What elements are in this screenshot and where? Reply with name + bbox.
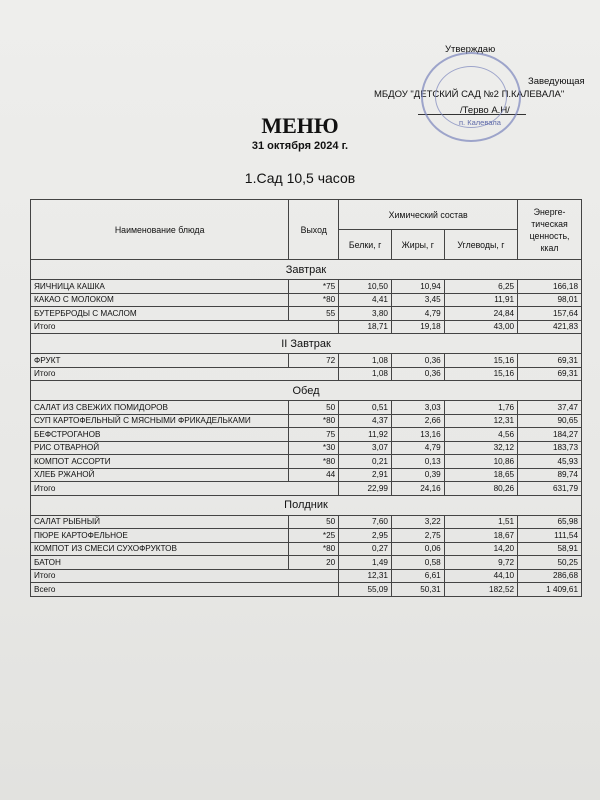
dish-kcal: 45,93 (518, 455, 582, 469)
dish-kcal: 157,64 (518, 307, 582, 321)
dish-output: *75 (289, 280, 339, 294)
dish-carbs: 14,20 (444, 542, 517, 556)
dish-protein: 3,80 (339, 307, 392, 321)
table-row (31, 529, 582, 543)
total-kcal: 631,79 (518, 482, 582, 496)
col-energy-header: Энерге- тическая ценность, ккал (518, 200, 582, 260)
col-carbs-header: Углеводы, г (444, 230, 517, 260)
dish-carbs: 15,16 (444, 354, 517, 368)
dish-carbs: 12,31 (444, 414, 517, 428)
col-name-header: Наименование блюда (31, 200, 289, 260)
table-row (31, 414, 582, 428)
dish-kcal: 89,74 (518, 468, 582, 482)
total-carbs: 15,16 (444, 367, 517, 381)
total-protein: 18,71 (339, 320, 392, 334)
table-row (31, 307, 582, 321)
approve-label: Утверждаю (445, 44, 496, 55)
total-row (31, 482, 582, 496)
dish-output: *80 (289, 293, 339, 307)
stamp-text: п. Калевала (459, 118, 501, 127)
dish-output: *30 (289, 441, 339, 455)
grand-total-protein: 55,09 (339, 583, 392, 597)
total-protein: 12,31 (339, 569, 392, 583)
dish-kcal: 50,25 (518, 556, 582, 570)
dish-output: 55 (289, 307, 339, 321)
dish-protein: 3,07 (339, 441, 392, 455)
dish-carbs: 4,56 (444, 428, 517, 442)
grand-total-label: Всего (31, 583, 339, 597)
table-row (31, 468, 582, 482)
table-row (31, 401, 582, 415)
grand-total-row (31, 583, 582, 597)
organization-name: МБДОУ "ДЕТСКИЙ САД №2 П.КАЛЕВАЛА" (374, 89, 565, 100)
table-row (31, 428, 582, 442)
dish-name: БАТОН (31, 556, 289, 570)
table-row (31, 542, 582, 556)
total-carbs: 43,00 (444, 320, 517, 334)
total-fat: 0,36 (391, 367, 444, 381)
dish-name: БЕФСТРОГАНОВ (31, 428, 289, 442)
dish-output: 44 (289, 468, 339, 482)
section-row (31, 260, 582, 280)
dish-fat: 10,94 (391, 280, 444, 294)
dish-name: САЛАТ РЫБНЫЙ (31, 515, 289, 529)
dish-output: 75 (289, 428, 339, 442)
table-row (31, 455, 582, 469)
dish-kcal: 37,47 (518, 401, 582, 415)
dish-carbs: 18,65 (444, 468, 517, 482)
total-label: Итого (31, 482, 339, 496)
total-carbs: 44,10 (444, 569, 517, 583)
table-row (31, 441, 582, 455)
dish-protein: 1,08 (339, 354, 392, 368)
dish-protein: 4,37 (339, 414, 392, 428)
dish-fat: 2,75 (391, 529, 444, 543)
grand-total-kcal: 1 409,61 (518, 583, 582, 597)
head-position: Заведующая (528, 76, 585, 87)
section-title: Полдник (31, 495, 582, 515)
menu-date: 31 октября 2024 г. (251, 140, 349, 152)
dish-kcal: 111,54 (518, 529, 582, 543)
dish-output: *80 (289, 414, 339, 428)
dish-name: КОМПОТ ИЗ СМЕСИ СУХОФРУКТОВ (31, 542, 289, 556)
dish-fat: 4,79 (391, 307, 444, 321)
dish-kcal: 166,18 (518, 280, 582, 294)
dish-kcal: 184,27 (518, 428, 582, 442)
dish-fat: 4,79 (391, 441, 444, 455)
menu-table (30, 199, 582, 597)
dish-carbs: 11,91 (444, 293, 517, 307)
dish-name: КОМПОТ АССОРТИ (31, 455, 289, 469)
table-row (31, 354, 582, 368)
total-label: Итого (31, 320, 339, 334)
dish-kcal: 65,98 (518, 515, 582, 529)
dish-name: ПЮРЕ КАРТОФЕЛЬНОЕ (31, 529, 289, 543)
dish-fat: 0,39 (391, 468, 444, 482)
dish-name: РИС ОТВАРНОЙ (31, 441, 289, 455)
dish-name: ХЛЕБ РЖАНОЙ (31, 468, 289, 482)
total-label: Итого (31, 367, 339, 381)
section-row (31, 381, 582, 401)
table-row (31, 293, 582, 307)
dish-protein: 2,91 (339, 468, 392, 482)
grand-total-fat: 50,31 (391, 583, 444, 597)
dish-carbs: 24,84 (444, 307, 517, 321)
col-fat-header: Жиры, г (391, 230, 444, 260)
table-row (31, 280, 582, 294)
dish-protein: 11,92 (339, 428, 392, 442)
dish-carbs: 6,25 (444, 280, 517, 294)
dish-fat: 0,13 (391, 455, 444, 469)
dish-name: СУП КАРТОФЕЛЬНЫЙ С МЯСНЫМИ ФРИКАДЕЛЬКАМИ (31, 414, 289, 428)
section-title: II Завтрак (31, 334, 582, 354)
section-title: Обед (31, 381, 582, 401)
dish-fat: 0,36 (391, 354, 444, 368)
dish-name: САЛАТ ИЗ СВЕЖИХ ПОМИДОРОВ (31, 401, 289, 415)
dish-fat: 0,58 (391, 556, 444, 570)
dish-protein: 0,27 (339, 542, 392, 556)
dish-name: ЯИЧНИЦА КАШКА (31, 280, 289, 294)
dish-name: ФРУКТ (31, 354, 289, 368)
dish-carbs: 32,12 (444, 441, 517, 455)
dish-output: *80 (289, 542, 339, 556)
total-carbs: 80,26 (444, 482, 517, 496)
total-protein: 22,99 (339, 482, 392, 496)
total-fat: 6,61 (391, 569, 444, 583)
dish-fat: 3,03 (391, 401, 444, 415)
dish-fat: 13,16 (391, 428, 444, 442)
total-protein: 1,08 (339, 367, 392, 381)
total-fat: 19,18 (391, 320, 444, 334)
dish-protein: 10,50 (339, 280, 392, 294)
dish-output: 50 (289, 515, 339, 529)
col-output-header: Выход (289, 200, 339, 260)
dish-output: 50 (289, 401, 339, 415)
signature-name: /Терво А.Н/ (460, 105, 510, 116)
dish-kcal: 69,31 (518, 354, 582, 368)
grand-total-carbs: 182,52 (444, 583, 517, 597)
dish-fat: 3,45 (391, 293, 444, 307)
dish-protein: 7,60 (339, 515, 392, 529)
dish-output: *80 (289, 455, 339, 469)
dish-carbs: 9,72 (444, 556, 517, 570)
table-row (31, 515, 582, 529)
dish-output: 20 (289, 556, 339, 570)
total-row (31, 320, 582, 334)
dish-carbs: 1,76 (444, 401, 517, 415)
section-row (31, 495, 582, 515)
total-row (31, 569, 582, 583)
dish-output: 72 (289, 354, 339, 368)
total-row (31, 367, 582, 381)
dish-carbs: 1,51 (444, 515, 517, 529)
total-kcal: 69,31 (518, 367, 582, 381)
section-title: Завтрак (31, 260, 582, 280)
dish-fat: 2,66 (391, 414, 444, 428)
dish-name: КАКАО С МОЛОКОМ (31, 293, 289, 307)
dish-protein: 4,41 (339, 293, 392, 307)
dish-carbs: 18,67 (444, 529, 517, 543)
section-row (31, 334, 582, 354)
dish-output: *25 (289, 529, 339, 543)
menu-table-body (31, 260, 582, 597)
dish-protein: 1,49 (339, 556, 392, 570)
col-protein-header: Белки, г (339, 230, 392, 260)
dish-kcal: 90,65 (518, 414, 582, 428)
dish-fat: 3,22 (391, 515, 444, 529)
total-kcal: 421,83 (518, 320, 582, 334)
dish-name: БУТЕРБРОДЫ С МАСЛОМ (31, 307, 289, 321)
dish-fat: 0,06 (391, 542, 444, 556)
page-title: МЕНЮ (261, 113, 339, 138)
table-header-row (31, 200, 582, 230)
total-kcal: 286,68 (518, 569, 582, 583)
menu-subtitle: 1.Сад 10,5 часов (244, 170, 356, 186)
total-fat: 24,16 (391, 482, 444, 496)
col-chem-header: Химический состав (339, 200, 518, 230)
dish-protein: 0,51 (339, 401, 392, 415)
dish-protein: 2,95 (339, 529, 392, 543)
table-row (31, 556, 582, 570)
dish-kcal: 183,73 (518, 441, 582, 455)
dish-protein: 0,21 (339, 455, 392, 469)
dish-kcal: 58,91 (518, 542, 582, 556)
dish-carbs: 10,86 (444, 455, 517, 469)
dish-kcal: 98,01 (518, 293, 582, 307)
total-label: Итого (31, 569, 339, 583)
